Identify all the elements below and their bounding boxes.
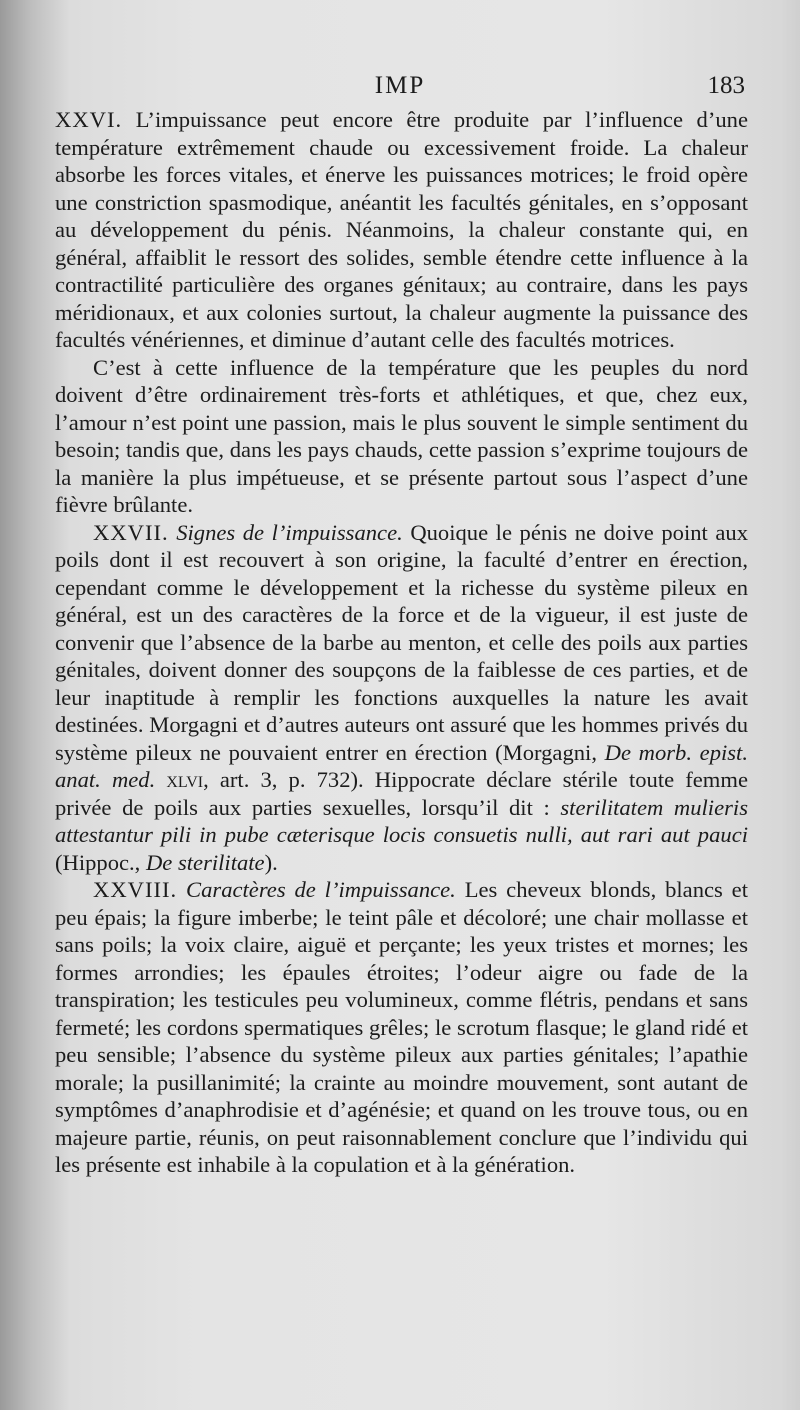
paragraph-text — [155, 767, 166, 792]
page-number: 183 — [707, 72, 745, 99]
paragraph-text: L’impuissance peut encore être produite par l’influence d’une température extrêmement chaude ou excessivement froide. La chaleur absorbe les forces vitales, et énerve les puissances motrices; le froid opère une constriction spasmodique, anéantit les facultés génitales, en s’opposant au développement du pénis. Néanmoins, la chaleur constante qui, en général, affaiblit le ressort des solides, semble étendre cette influence à la contractilité particulière des organes génitaux; au contraire, dans les pays méridionaux, et aux colonies surtout, la chaleur augmente la puissance des facultés vénériennes, et diminue d’autant celle des facultés motrices. — [55, 107, 748, 352]
citation-title: De sterilitate — [145, 849, 265, 875]
paragraph-section-27 — [55, 519, 748, 877]
page-body — [55, 106, 748, 1179]
paragraph-section-26 — [55, 106, 748, 354]
paragraph-continuation: C’est à cette influence de la température que les peuples du nord doivent d’être ordinairement très-forts et athlétiques, et que, chez eux, l’amour n’est point une passion, mais le plus souvent le simple sentiment du besoin; tandis que, dans les pays chauds, cette passion s’exprime toujours de la manière la plus impétueuse, et se présente partout sous l’aspect d’une fièvre brûlante. — [55, 354, 748, 517]
section-number: XXVII. — [93, 519, 169, 545]
paragraph-text: Les cheveux blonds, blancs et peu épais; la figure imberbe; le teint pâle et décoloré; une chair mollasse et sans poils; la voix claire, aiguë et perçante; les yeux tristes et mornes; les formes arrondies; les épaules étroites; l’odeur aigre ou fade de la transpiration; les testicules peu volumineux, comme flétris, pendans et sans fermeté; les cordons spermatiques grêles; le scrotum flasque; le gland ridé et peu sensible; l’absence du système pileux aux parties génitales; l’apathie morale; la pusillanimité; la crainte au moindre mouvement, sont autant de symptômes d’anaphrodisie et d’agénésie; et quand on les trouve tous, ou en majeure partie, réunis, on peut raisonnablement conclure que l’individu qui les présente est inhabile à la copulation et à la génération. — [55, 877, 748, 1177]
paragraph-text: (Hippoc., — [55, 849, 146, 875]
section-heading: Caractères de l’impuissance. — [186, 877, 456, 902]
citation-volume: xlvi — [166, 767, 204, 792]
paragraph-text: ). — [264, 849, 278, 875]
running-head: IMP — [374, 72, 426, 99]
paragraph-text: Quoique le pénis ne doive point aux poils dont il est recouvert à son origine, la faculté d’entrer en érection, cependant comme le développement et la richesse du système pileux en général, est un des caractères de la force et de la vigueur, il est juste de convenir que l’absence de la barbe au menton, et celle des poils aux parties génitales, doivent donner des soupçons de la faiblesse de ces parties, et de leur inaptitude à remplir les fonctions auxquelles la nature les avait destinées. Morgagni et d’autres auteurs ont assuré que les hommes privés du système pileux ne pouvaient entrer en érection (Morgagni, — [55, 519, 748, 765]
section-heading: Signes de l’impuissance. — [176, 519, 403, 545]
paragraph-section-28 — [55, 876, 748, 1179]
paragraph-text: , art. 3, p. 732). Hippocrate déclare stérile toute femme privée de poils aux parties sexuelles, lorsqu’il dit : — [55, 767, 748, 820]
page-header — [55, 72, 745, 102]
section-number: XXVIII. — [93, 877, 178, 902]
section-number: XXVI. — [55, 107, 123, 132]
citation-title: De morb. epist. anat. med. — [55, 739, 748, 792]
latin-quote: sterilitatem mulieris attestantur pili in pube cæterisque locis consuetis nulli, aut rari aut pauci — [55, 794, 748, 847]
